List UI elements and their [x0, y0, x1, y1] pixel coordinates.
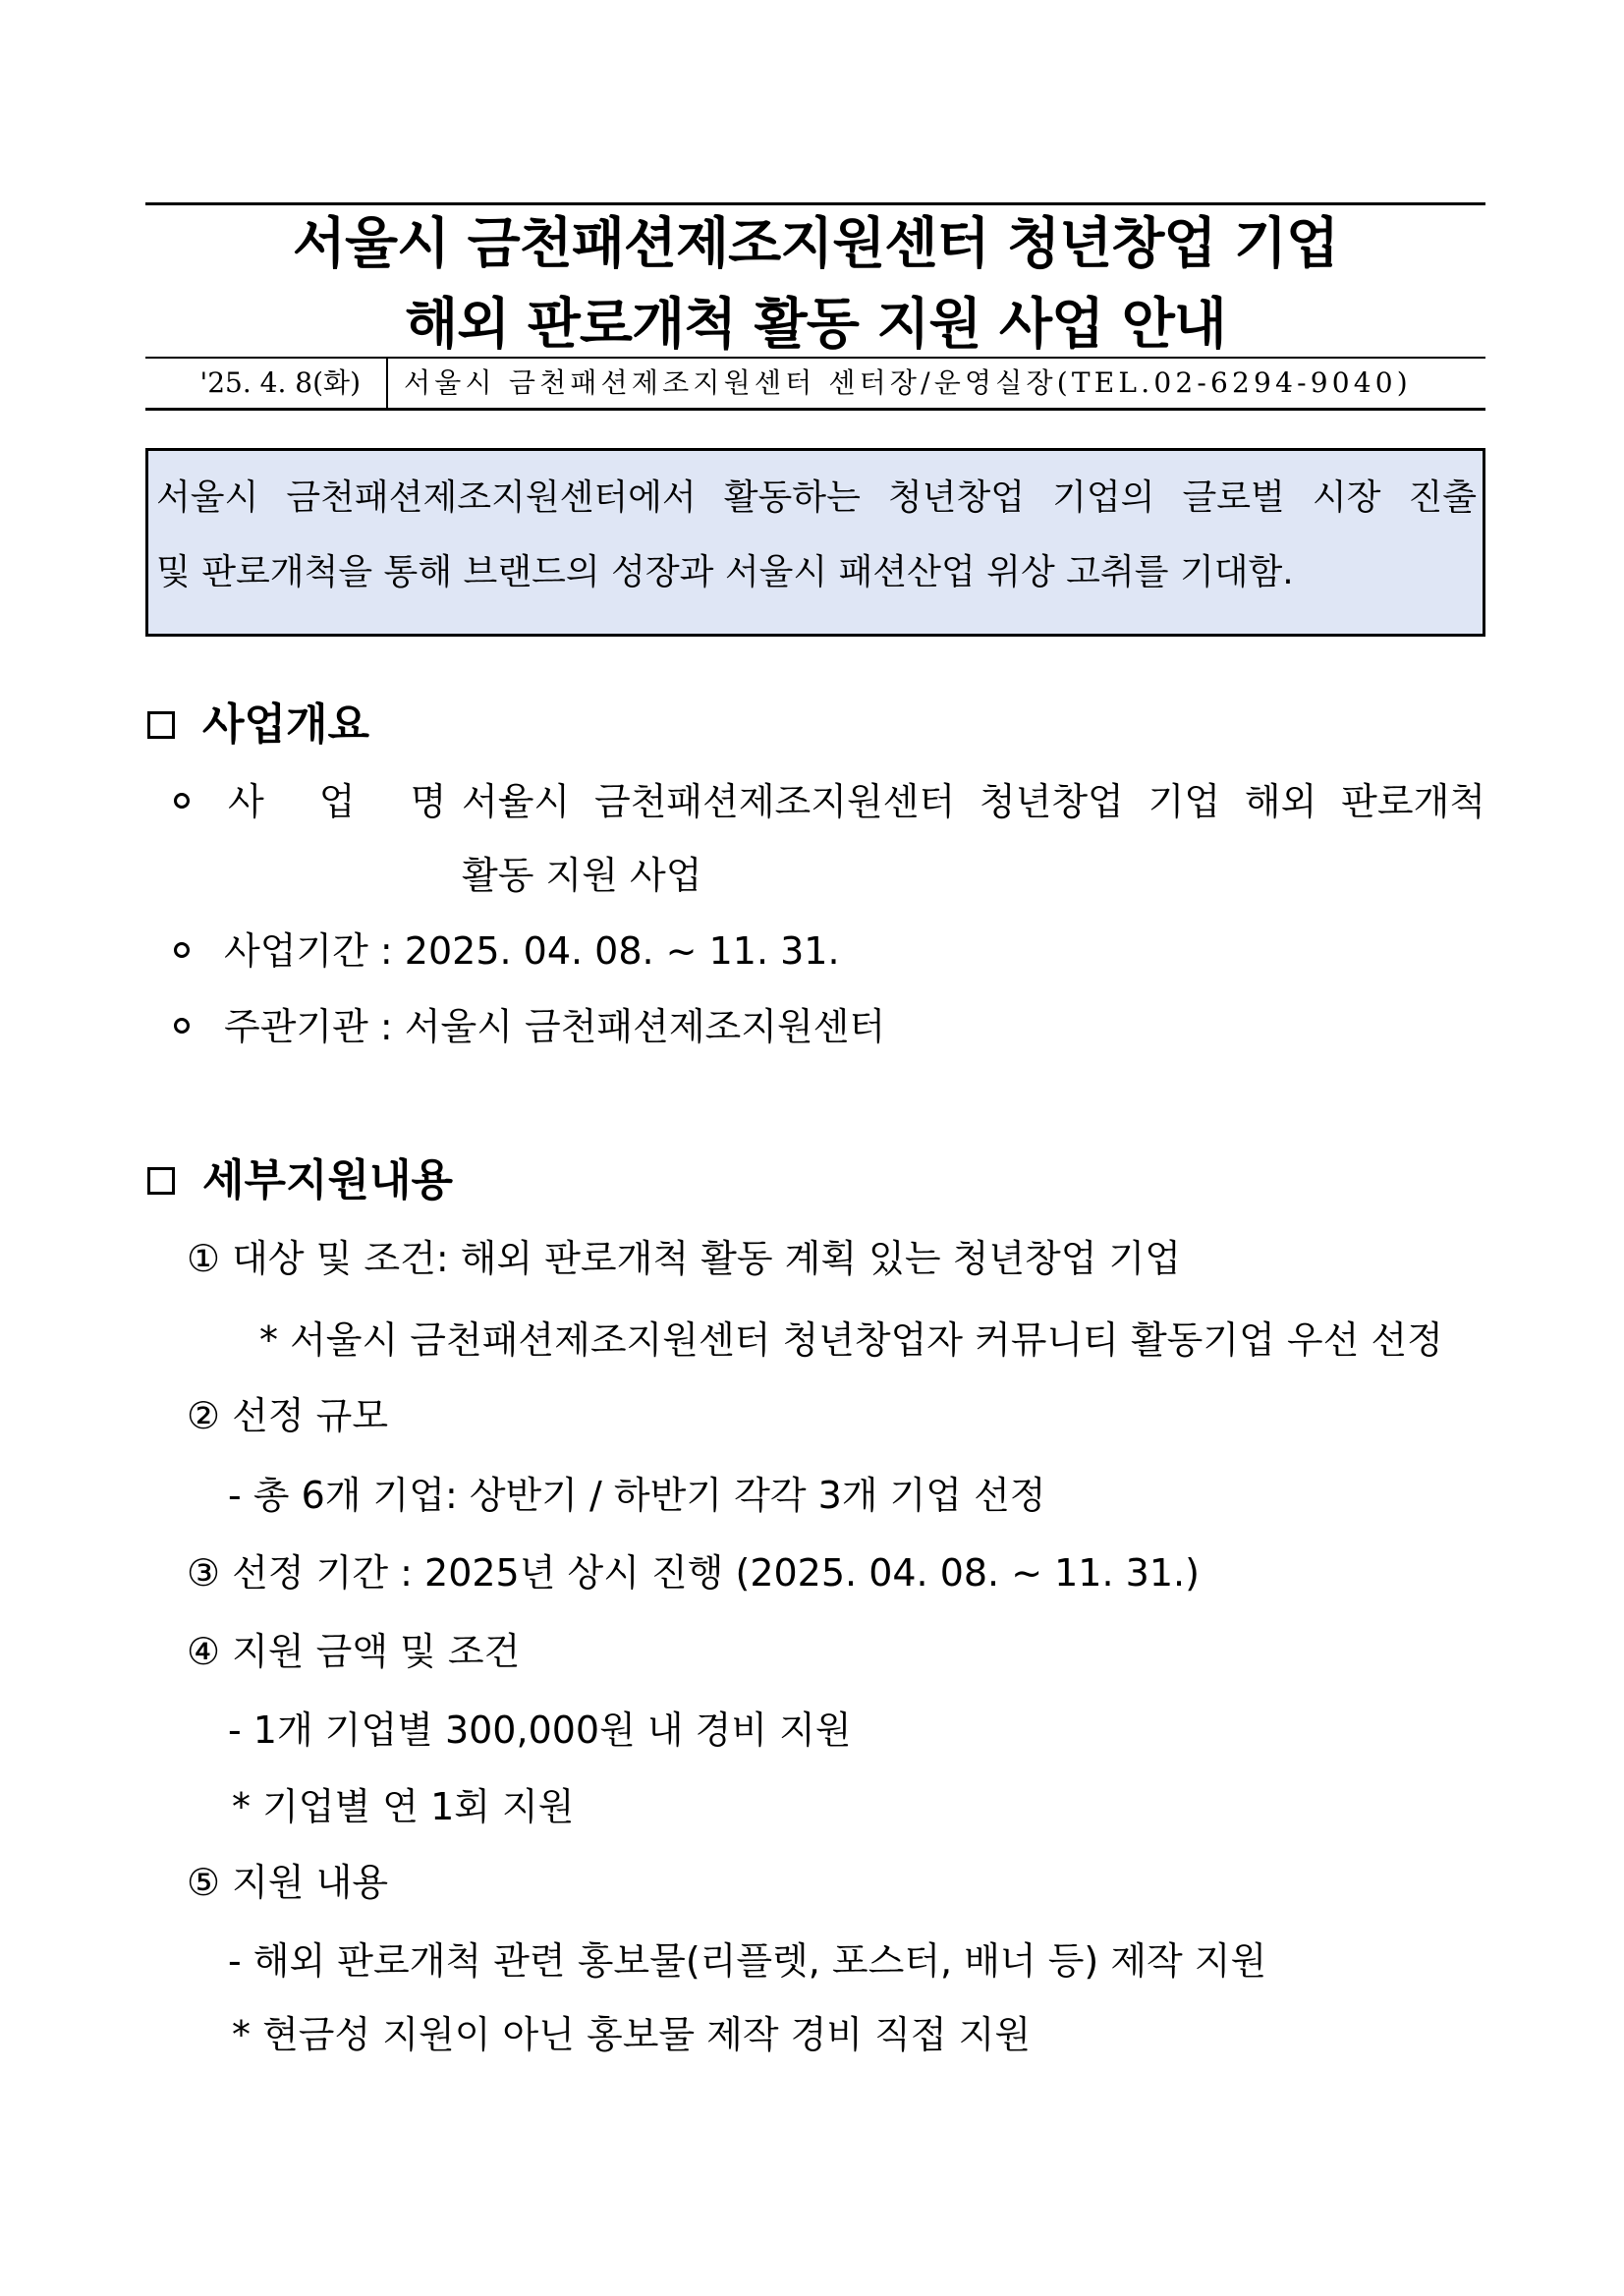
- detail-selection-period: ③ 선정 기간 : 2025년 상시 진행 (2025. 04. 08. ~ 11. 31.): [187, 1551, 1200, 1595]
- section-heading-overview: [147, 700, 370, 750]
- circle-bullet-icon: [174, 793, 190, 809]
- circle-bullet-icon: [174, 942, 190, 958]
- title-block: [145, 202, 1485, 357]
- detail-target-note: * 서울시 금천패션제조지원센터 청년창업자 커뮤니티 활동기업 우선 선정: [259, 1318, 1443, 1362]
- detail-content-item: - 해외 판로개척 관련 홍보물(리플렛, 포스터, 배너 등) 제작 지원: [228, 1939, 1267, 1983]
- business-name-value-line-1: 서울시 금천패션제조지원센터 청년창업 기업 해외 판로개척: [462, 780, 1485, 823]
- meta-row: [145, 357, 1485, 411]
- organizer: 주관기관 : 서울시 금천패션제조지원센터: [224, 1005, 886, 1048]
- summary-line-1: 서울시 금천패션제조지원센터에서 활동하는 청년창업 기업의 글로벌 시장 진출: [156, 477, 1477, 518]
- issuer-contact: 서울시 금천패션제조지원센터 센터장/운영실장(TEL.02-6294-9040): [404, 366, 1412, 399]
- detail-content-heading: ⑤ 지원 내용: [187, 1861, 389, 1904]
- issue-date: '25. 4. 8(화): [145, 359, 388, 408]
- business-name-value-line-2: 활동 지원 사업: [462, 854, 702, 897]
- section-heading-details: [147, 1155, 454, 1205]
- detail-content-note: * 현금성 지원이 아닌 홍보물 제작 경비 직접 지원: [232, 2013, 1032, 2056]
- checkbox-icon: [147, 1167, 175, 1195]
- detail-scale-heading: ② 선정 규모: [187, 1394, 389, 1437]
- summary-box: [145, 448, 1485, 637]
- detail-target-conditions: ① 대상 및 조건: 해외 판로개척 활동 계획 있는 청년창업 기업: [187, 1237, 1181, 1280]
- detail-scale-item: - 총 6개 기업: 상반기 / 하반기 각각 3개 기업 선정: [228, 1474, 1046, 1517]
- business-period: 사업기간 : 2025. 04. 08. ~ 11. 31.: [224, 929, 840, 973]
- section-heading-label: 세부지원내용: [202, 1155, 454, 1205]
- detail-amount-item: - 1개 기업별 300,000원 내 경비 지원: [228, 1708, 852, 1752]
- detail-amount-note: * 기업별 연 1회 지원: [232, 1785, 575, 1828]
- section-heading-label: 사업개요: [202, 700, 370, 750]
- summary-line-2: 및 판로개척을 통해 브랜드의 성장과 서울시 패션산업 위상 고취를 기대함.: [156, 552, 1294, 592]
- business-name-label: 사 업 명 :: [228, 780, 536, 823]
- title-line-2: 해외 판로개척 활동 지원 사업 안내: [405, 293, 1226, 357]
- title-line-1: 서울시 금천패션제조지원센터 청년창업 기업: [292, 212, 1339, 276]
- detail-amount-heading: ④ 지원 금액 및 조건: [187, 1630, 521, 1673]
- checkbox-icon: [147, 711, 175, 739]
- circle-bullet-icon: [174, 1018, 190, 1034]
